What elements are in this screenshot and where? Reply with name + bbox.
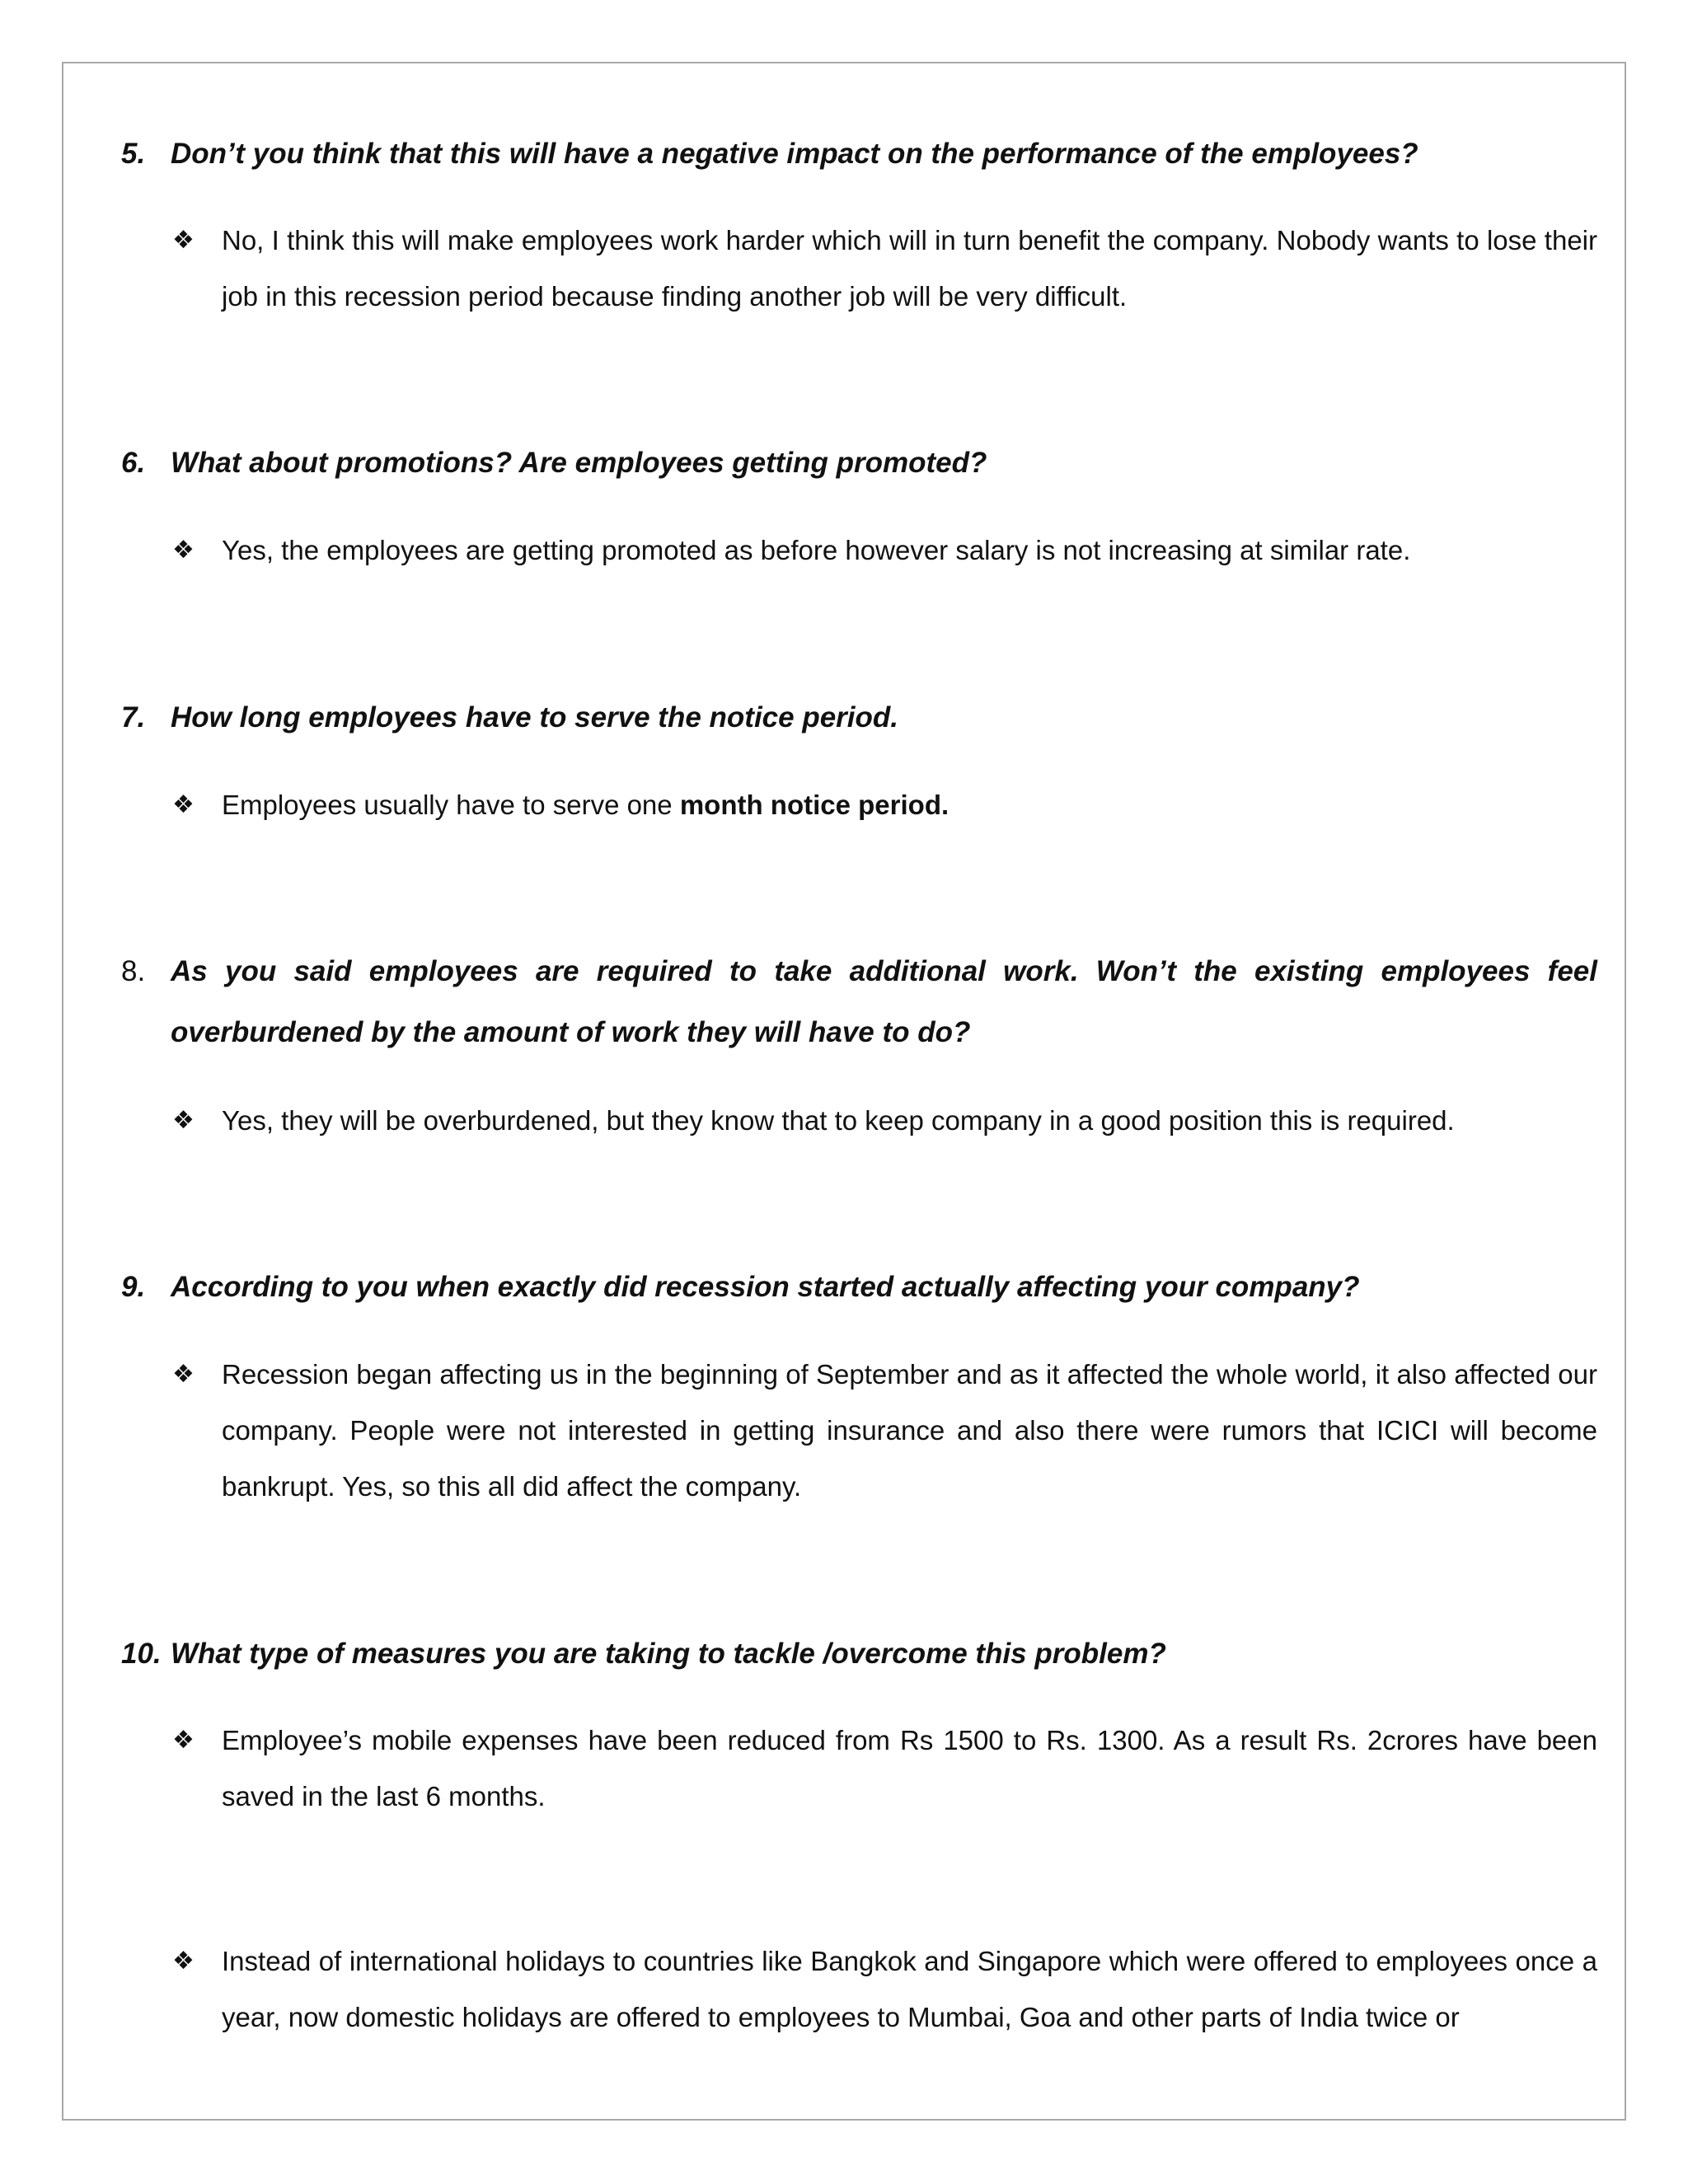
- question-number: 8.: [121, 955, 146, 987]
- diamond-bullet-icon: ❖: [172, 1107, 195, 1134]
- question-text: As you said employees are required to take additional work. Won’t the existing employees feel overburdened by the amount of work they will have to do?: [171, 955, 1597, 1048]
- answer-item: [121, 1933, 1597, 2046]
- question-text: Don’t you think that this will have a negative impact on the performance of the employees?: [171, 138, 1418, 170]
- answer-block-10a: [121, 1713, 1597, 1825]
- question-10: [121, 1624, 1597, 1685]
- answer-emphasis: month notice period.: [679, 790, 950, 820]
- answer-text: Employees usually have to serve one: [222, 790, 680, 820]
- answer-block-7: [121, 777, 1597, 833]
- diamond-bullet-icon: ❖: [172, 1361, 195, 1388]
- answer-item: [121, 1347, 1597, 1515]
- qa-block-8: [121, 941, 1597, 1063]
- diamond-bullet-icon: ❖: [172, 1727, 195, 1754]
- qa-block-10: [121, 1624, 1597, 1685]
- question-text: What about promotions? Are employees getting promoted?: [171, 447, 987, 479]
- answer-item: [121, 777, 1597, 833]
- question-text: According to you when exactly did recession started actually affecting your company?: [171, 1271, 1360, 1303]
- question-5: [121, 124, 1597, 185]
- answer-block-6: [121, 523, 1597, 579]
- answer-item: [121, 523, 1597, 579]
- answer-item: [121, 1713, 1597, 1825]
- diamond-bullet-icon: ❖: [172, 791, 195, 818]
- question-9: [121, 1257, 1597, 1318]
- qa-block-6: [121, 433, 1597, 494]
- answer-block-8: [121, 1093, 1597, 1149]
- answer-block-10b: [121, 1933, 1597, 2046]
- answer-item: [121, 213, 1597, 325]
- question-number: 9.: [121, 1271, 146, 1303]
- question-number: 6.: [121, 447, 146, 479]
- answer-text: Yes, the employees are getting promoted as before however salary is not increasing at similar rate.: [222, 535, 1411, 565]
- answer-block-5: [121, 213, 1597, 325]
- answer-block-9: [121, 1347, 1597, 1515]
- qa-block-9: [121, 1257, 1597, 1318]
- question-text: How long employees have to serve the notice period.: [171, 701, 898, 733]
- question-number: 10.: [121, 1638, 162, 1670]
- diamond-bullet-icon: ❖: [172, 537, 195, 564]
- question-8: [121, 941, 1597, 1063]
- answer-item: [121, 1093, 1597, 1149]
- diamond-bullet-icon: ❖: [172, 1947, 195, 1975]
- answer-text: Recession began affecting us in the beginning of September and as it affected the whole world, it also affected our company. People were not interested in getting insurance and also there were rumors that ICICI will become bankrupt. Yes, so this all did affect the company.: [222, 1359, 1597, 1502]
- answer-text: Instead of international holidays to countries like Bangkok and Singapore which were offered to employees once a year, now domestic holidays are offered to employees to Mumbai, Goa and other parts of India twice or: [222, 1946, 1597, 2032]
- answer-text: Yes, they will be overburdened, but they know that to keep company in a good position this is required.: [222, 1105, 1455, 1136]
- question-number: 5.: [121, 138, 146, 170]
- answer-text: Employee’s mobile expenses have been reduced from Rs 1500 to Rs. 1300. As a result Rs. 2crores have been saved in the last 6 months.: [222, 1725, 1597, 1811]
- qa-block-7: [121, 687, 1597, 748]
- question-6: [121, 433, 1597, 494]
- question-number: 7.: [121, 701, 146, 733]
- question-7: [121, 687, 1597, 748]
- answer-text: No, I think this will make employees work harder which will in turn benefit the company. Nobody wants to lose their job in this recession period because finding another job will be very difficult.: [222, 225, 1597, 312]
- qa-block-5: [121, 124, 1597, 185]
- diamond-bullet-icon: ❖: [172, 227, 195, 254]
- question-text: What type of measures you are taking to tackle /overcome this problem?: [171, 1638, 1166, 1670]
